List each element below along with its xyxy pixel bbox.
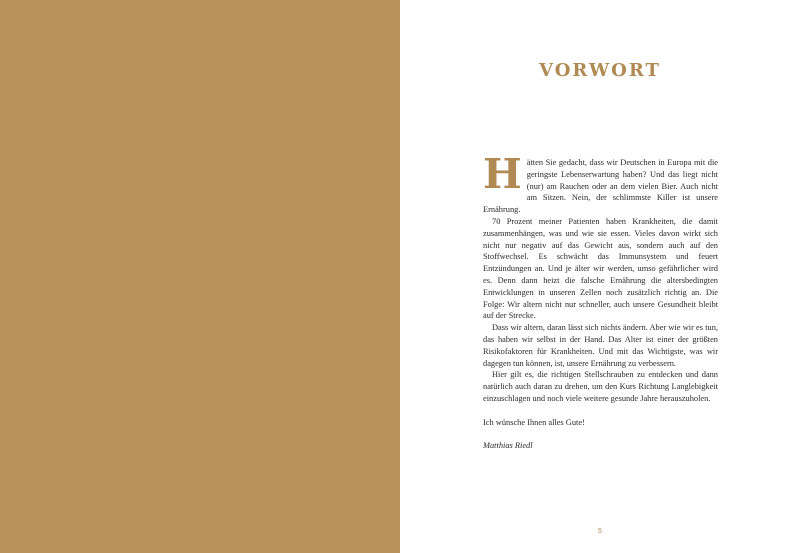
author-signature: Matthias Riedl: [483, 441, 533, 451]
drop-cap: H: [483, 150, 522, 198]
paragraph-1: [483, 150, 718, 216]
paragraph-2: 70 Prozent meiner Patienten haben Krankheiten, die damit zusammenhängen, was und wie sie essen. Vieles davon wirkt sich nicht nur negativ auf das Gewicht aus, sondern auch auf den Stoffwechsel. Es schwächt das Immunsystem und feuert Entzündungen an. Und je älter wir werden, umso gefährlicher wird es. Denn dann heizt die falsche Ernährung die altersbedingten Entwicklungen in unseren Zellen noch zusätzlich richtig an. Die Folge: Wir altern nicht nur schneller, auch unsere Gesundheit bleibt auf der Strecke.: [483, 216, 718, 321]
right-page: [400, 0, 800, 553]
closing-line: Ich wünsche Ihnen alles Gute!: [483, 417, 585, 427]
foreword-text: [483, 150, 718, 452]
paragraph-1-text: ätten Sie gedacht, dass wir Deutschen in Europa mit die geringste Lebenserwartung haben? Und das liegt nicht (nur) am Rauchen oder an dem vielen Bier. Auch nicht am Sitzen. Nein, der schlimmste Killer ist unsere Ernährung.: [483, 158, 718, 215]
paragraph-spacer: [483, 405, 718, 417]
page-number: 5: [598, 528, 602, 535]
paragraph-spacer: [483, 428, 718, 440]
page-title: VORWORT: [539, 60, 661, 81]
paragraph-4: Hier gilt es, die richtigen Stellschrauben zu entdecken und dann natürlich auch daran zu drehen, um den Kurs Richtung Langlebigkeit einzuschlagen und noch viele weitere gesunde Jahre herauszuholen.: [483, 370, 718, 403]
paragraph-3: Dass wir altern, daran lässt sich nichts ändern. Aber wie wir es tun, das haben wir selbst in der Hand. Das Alter ist einer der größten Risikofaktoren für Krankheiten. Und mit das Wichtigste, was wir dagegen tun können, ist, unsere Ernährung zu verbessern.: [483, 323, 718, 368]
